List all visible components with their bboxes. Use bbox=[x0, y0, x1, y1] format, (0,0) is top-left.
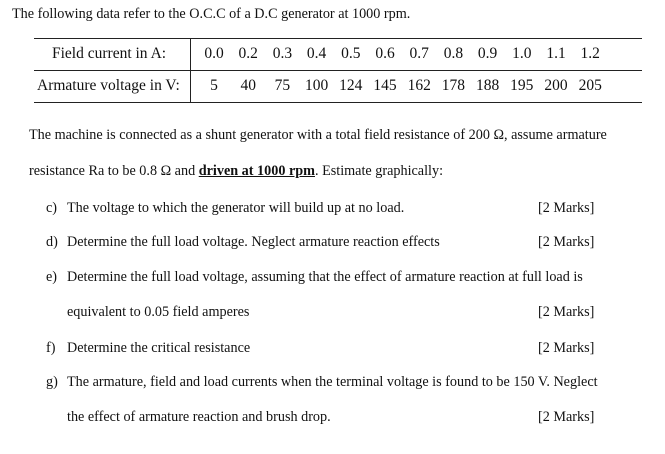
table-middle-rule bbox=[34, 70, 642, 71]
question-text-line: The armature, field and load currents when the terminal voltage is found to be 150 V. Neglect bbox=[67, 374, 598, 390]
marks-label: [2 Marks] bbox=[538, 200, 595, 216]
driven-speed-emphasis: driven at 1000 rpm bbox=[198, 163, 315, 179]
table-top-rule bbox=[34, 38, 642, 39]
shunt-description-line-1: The machine is connected as a shunt generator with a total field resistance of 200 Ω, assume armature bbox=[29, 127, 607, 143]
question-text-line: Determine the full load voltage, assuming that the effect of armature reaction at full load is bbox=[67, 269, 583, 285]
armature-voltage-cell: 178 bbox=[441, 77, 466, 94]
table-column-separator bbox=[190, 38, 191, 102]
question-letter: f) bbox=[46, 340, 56, 356]
armature-voltage-cell: 100 bbox=[304, 77, 329, 94]
field-current-label: Field current in A: bbox=[52, 45, 167, 62]
armature-voltage-cell: 124 bbox=[339, 77, 363, 94]
shunt-line-2-start: resistance Ra to be 0.8 Ω and bbox=[29, 163, 199, 179]
field-current-cell: 0.0 bbox=[204, 45, 224, 62]
field-current-cell: 0.9 bbox=[477, 45, 498, 62]
shunt-description-line-2 bbox=[29, 162, 443, 180]
field-current-cell: 0.8 bbox=[443, 45, 464, 62]
field-current-cell: 1.0 bbox=[512, 45, 532, 62]
field-current-cell: 0.7 bbox=[409, 45, 429, 62]
question-text-line: Determine the critical resistance bbox=[67, 340, 251, 356]
armature-voltage-cell: 200 bbox=[544, 77, 568, 94]
armature-voltage-cell: 5 bbox=[210, 77, 218, 94]
field-current-cell: 1.2 bbox=[580, 45, 600, 62]
armature-voltage-cell: 162 bbox=[407, 77, 431, 94]
question-text-line: equivalent to 0.05 field amperes bbox=[67, 304, 250, 320]
question-text-line: The voltage to which the generator will build up at no load. bbox=[67, 200, 405, 216]
field-current-cell: 0.3 bbox=[272, 45, 293, 62]
question-text-line: Determine the full load voltage. Neglect armature reaction effects bbox=[67, 234, 440, 250]
question-letter: g) bbox=[46, 374, 58, 390]
field-current-cell: 0.5 bbox=[341, 45, 361, 62]
armature-voltage-cell: 75 bbox=[274, 77, 291, 94]
armature-voltage-cell: 145 bbox=[373, 77, 397, 94]
question-letter: c) bbox=[46, 200, 58, 216]
marks-label: [2 Marks] bbox=[538, 340, 595, 356]
armature-voltage-label: Armature voltage in V: bbox=[37, 77, 180, 94]
armature-voltage-cell: 195 bbox=[510, 77, 534, 94]
marks-label: [2 Marks] bbox=[538, 234, 595, 250]
field-current-cell: 0.2 bbox=[238, 45, 258, 62]
armature-voltage-cell: 40 bbox=[240, 77, 256, 94]
armature-voltage-cell: 188 bbox=[475, 77, 500, 94]
armature-voltage-cell: 205 bbox=[578, 77, 602, 94]
intro-text: The following data refer to the O.C.C of a D.C generator at 1000 rpm. bbox=[12, 6, 411, 22]
field-current-cell: 0.4 bbox=[306, 45, 327, 62]
field-current-cell: 0.6 bbox=[375, 45, 395, 62]
marks-label: [2 Marks] bbox=[538, 304, 595, 320]
table-bottom-rule bbox=[34, 102, 642, 103]
occ-data-table bbox=[12, 37, 642, 103]
marks-label: [2 Marks] bbox=[538, 409, 595, 425]
question-text-line: the effect of armature reaction and brush drop. bbox=[67, 409, 331, 425]
field-current-cell: 1.1 bbox=[546, 45, 566, 62]
question-letter: e) bbox=[46, 269, 58, 285]
shunt-line-2-end: . Estimate graphically: bbox=[314, 163, 444, 179]
question-letter: d) bbox=[46, 234, 58, 250]
